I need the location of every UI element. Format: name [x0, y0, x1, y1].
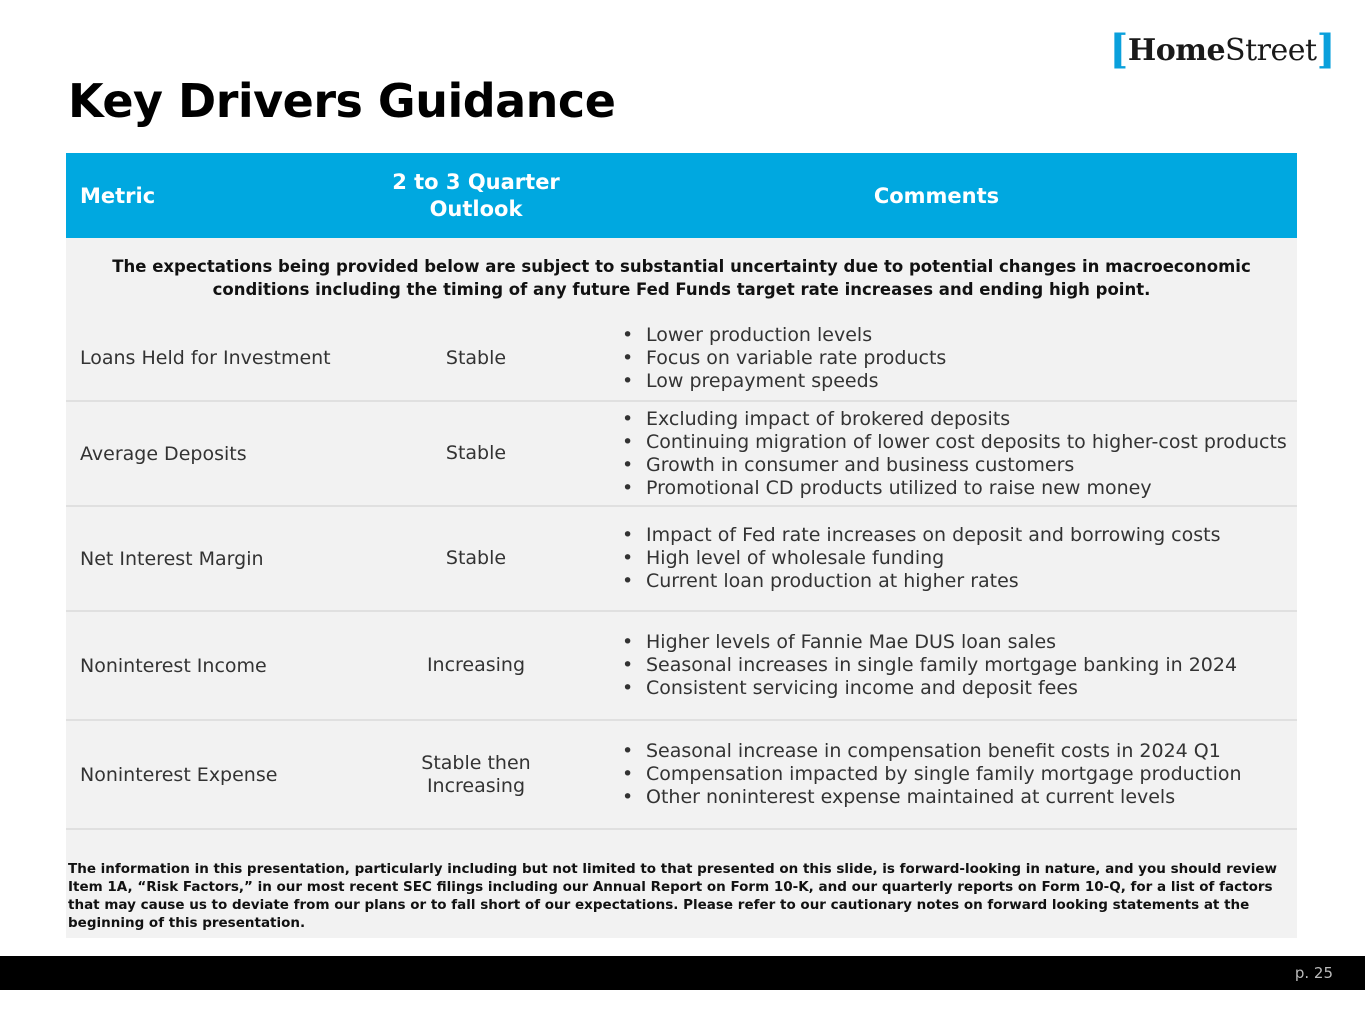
comment-bullet: • Seasonal increases in single family mortgage banking in 2024	[622, 654, 1297, 677]
outlook-cell: Stable	[445, 346, 507, 369]
page-title: Key Drivers Guidance	[68, 74, 616, 128]
comment-bullet: • Seasonal increase in compensation benefit costs in 2024 Q1	[622, 740, 1297, 763]
header-metric: Metric	[80, 183, 156, 208]
table-header	[66, 153, 1297, 238]
comments-list	[622, 524, 1297, 593]
comment-bullet: • Growth in consumer and business customers	[622, 454, 1297, 477]
footer-bar	[0, 956, 1365, 990]
comment-bullet: • Impact of Fed rate increases on deposit and borrowing costs	[622, 524, 1297, 547]
comments-list	[622, 740, 1297, 809]
comment-bullet: • Current loan production at higher rates	[622, 570, 1297, 593]
comment-bullet: • High level of wholesale funding	[622, 547, 1297, 570]
comment-bullet: • Focus on variable rate products	[622, 347, 1297, 370]
comment-bullet: • Lower production levels	[622, 324, 1297, 347]
comments-list	[622, 324, 1297, 393]
outlook-cell: Stable	[445, 442, 507, 464]
comment-bullet: • Low prepayment speeds	[622, 370, 1297, 393]
logo-street: Street	[1225, 32, 1317, 68]
page-number: p. 25	[1294, 964, 1333, 982]
comment-bullet: • Consistent servicing income and deposit fees	[622, 677, 1297, 700]
logo-open-bracket: [	[1109, 26, 1128, 73]
metric-cell: Average Deposits	[80, 442, 247, 465]
outlook-cell: Stable then Increasing	[421, 751, 531, 797]
logo-home: Home	[1127, 32, 1226, 68]
comment-bullet: • Other noninterest expense maintained at current levels	[622, 786, 1297, 809]
comment-bullet: • Compensation impacted by single family mortgage production	[622, 763, 1297, 786]
outlook-cell: Increasing	[426, 654, 526, 676]
comment-bullet: • Excluding impact of brokered deposits	[622, 408, 1297, 431]
comments-cell	[576, 740, 1297, 809]
outlook-cell: Stable	[445, 547, 507, 569]
guidance-table	[66, 153, 1297, 938]
metric-cell: Loans Held for Investment	[80, 347, 331, 369]
homestreet-logo	[1109, 26, 1335, 73]
comment-bullet: • Higher levels of Fannie Mae DUS loan sales	[622, 631, 1297, 654]
logo-close-bracket: ]	[1316, 26, 1335, 73]
comments-list	[622, 631, 1297, 700]
header-comments: Comments	[873, 183, 1000, 208]
comments-cell	[576, 631, 1297, 700]
header-outlook: 2 to 3 Quarter Outlook	[392, 169, 560, 221]
comment-bullet: • Continuing migration of lower cost deposits to higher-cost products	[622, 431, 1297, 454]
table-row	[66, 721, 1297, 830]
table-row	[66, 316, 1297, 402]
table-body	[66, 316, 1297, 830]
metric-cell: Net Interest Margin	[80, 547, 264, 570]
comment-bullet: • Promotional CD products utilized to raise new money	[622, 477, 1297, 500]
table-row	[66, 612, 1297, 721]
table-row	[66, 507, 1297, 612]
forward-looking-footnote: The information in this presentation, particularly including but not limited to that presented on this slide, is forward-looking in nature, and you should review Item 1A, “Risk Factors,” in our most recent SEC filings including our Annual Report on Form 10-K, and our quarterly reports on Form 10-Q, for a list of factors that may cause us to deviate from our plans or to fall short of our expectations. Please refer to our cautionary notes on forward looking statements at the beginning of this presentation.	[68, 861, 1277, 931]
uncertainty-disclaimer: The expectations being provided below are subject to substantial uncertainty due to potential changes in macroeconomic conditions including the timing of any future Fed Funds target rate increases and ending high point.	[112, 257, 1251, 299]
comments-cell	[576, 324, 1297, 393]
metric-cell: Noninterest Income	[80, 654, 267, 677]
table-row	[66, 402, 1297, 507]
comments-cell	[576, 524, 1297, 593]
comments-cell	[576, 408, 1297, 500]
comments-list	[622, 408, 1297, 500]
metric-cell: Noninterest Expense	[80, 763, 278, 786]
